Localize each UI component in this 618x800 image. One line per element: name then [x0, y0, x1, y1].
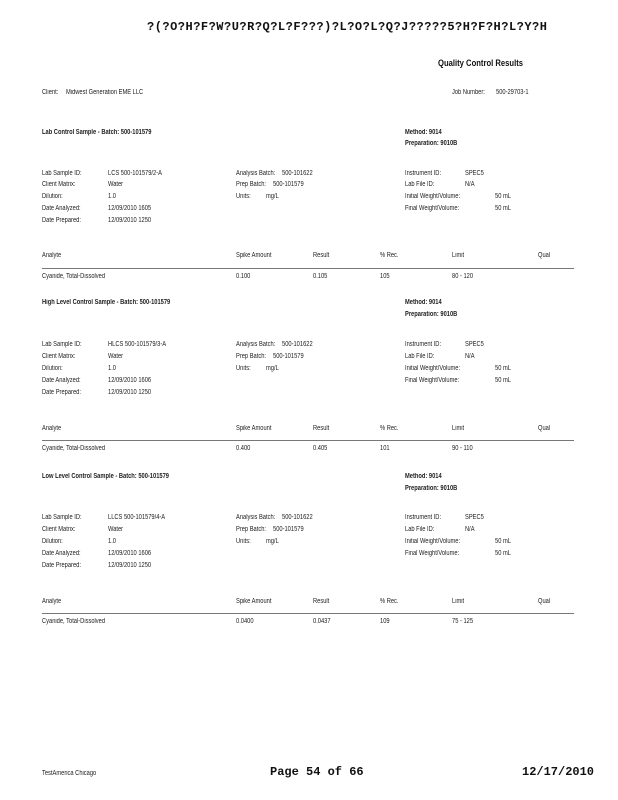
col-spike-amount: Spike Amount	[236, 425, 272, 432]
section-title: High Level Control Sample - Batch: 500-101579	[42, 299, 171, 306]
client-name: Midwest Generation EME LLC	[66, 89, 144, 96]
final-weight-label: Final Weight/Volume:	[405, 377, 460, 384]
initial-weight-label: Initial Weight/Volume:	[405, 365, 461, 372]
col-qual: Qual	[538, 598, 551, 605]
client-matrix: Water	[108, 526, 124, 533]
initial-weight-label: Initial Weight/Volume:	[405, 538, 461, 545]
result: 0.105	[313, 273, 328, 280]
client-matrix-label: Client Matrix:	[42, 526, 76, 533]
prep-batch-label: Prep Batch:	[236, 526, 266, 533]
analyte: Cyanide, Total-Dissolved	[42, 618, 106, 625]
spike-amount: 0.100	[236, 273, 251, 280]
table-rule	[42, 268, 574, 269]
instrument-id: SPEC5	[465, 170, 484, 177]
instrument-id-label: Instrument ID:	[405, 341, 442, 348]
analysis-batch: 500-101622	[282, 514, 313, 521]
instrument-id-label: Instrument ID:	[405, 514, 442, 521]
dilution: 1.0	[108, 538, 116, 545]
date-prepared-label: Date Prepared:	[42, 217, 81, 224]
dilution-label: Dilution:	[42, 365, 63, 372]
result: 0.405	[313, 445, 328, 452]
date-prepared: 12/09/2010 1250	[108, 389, 152, 396]
analysis-batch: 500-101622	[282, 170, 313, 177]
page-number: Page 54 of 66	[270, 765, 364, 779]
preparation: Preparation: 9010B	[405, 311, 458, 318]
limit: 80 - 120	[452, 273, 474, 280]
col-qual: Qual	[538, 425, 551, 432]
date-prepared: 12/09/2010 1250	[108, 217, 152, 224]
col-rec: % Rec.	[380, 252, 399, 259]
lab-file-id-label: Lab File ID:	[405, 353, 435, 360]
lab-sample-id: HLCS 500-101579/3-A	[108, 341, 167, 348]
percent-rec: 109	[380, 618, 390, 625]
initial-weight: 50 mL	[495, 538, 511, 545]
date-analyzed: 12/09/2010 1605	[108, 205, 152, 212]
spike-amount: 0.400	[236, 445, 251, 452]
client-matrix-label: Client Matrix:	[42, 181, 76, 188]
prep-batch: 500-101579	[273, 526, 304, 533]
col-qual: Qual	[538, 252, 551, 259]
col-analyte: Analyte	[42, 252, 62, 259]
date-prepared-label: Date Prepared:	[42, 389, 81, 396]
method: Method: 9014	[405, 129, 442, 136]
col-spike-amount: Spike Amount	[236, 252, 272, 259]
date-prepared: 12/09/2010 1250	[108, 562, 152, 569]
lab-sample-id: LLCS 500-101579/4-A	[108, 514, 166, 521]
instrument-id: SPEC5	[465, 514, 484, 521]
col-result: Result	[313, 598, 330, 605]
dilution: 1.0	[108, 193, 116, 200]
analysis-batch: 500-101622	[282, 341, 313, 348]
units-label: Units:	[236, 538, 251, 545]
table-rule	[42, 613, 574, 614]
result: 0.0437	[313, 618, 331, 625]
percent-rec: 105	[380, 273, 390, 280]
date-prepared-label: Date Prepared:	[42, 562, 81, 569]
date-analyzed: 12/09/2010 1606	[108, 550, 152, 557]
analyte: Cyanide, Total-Dissolved	[42, 273, 106, 280]
lab-file-id-label: Lab File ID:	[405, 526, 435, 533]
limit: 75 - 125	[452, 618, 474, 625]
date-analyzed-label: Date Analyzed:	[42, 205, 81, 212]
lab-file-id: N/A	[465, 181, 475, 188]
lab-name: TestAmerica Chicago	[42, 770, 97, 777]
limit: 90 - 110	[452, 445, 473, 452]
initial-weight: 50 mL	[495, 193, 511, 200]
method: Method: 9014	[405, 299, 442, 306]
spike-amount: 0.0400	[236, 618, 254, 625]
client-matrix: Water	[108, 181, 124, 188]
date-analyzed-label: Date Analyzed:	[42, 377, 81, 384]
client-label: Client:	[42, 89, 59, 96]
col-rec: % Rec.	[380, 425, 399, 432]
prep-batch-label: Prep Batch:	[236, 353, 266, 360]
lab-file-id-label: Lab File ID:	[405, 181, 435, 188]
col-limit: Limit	[452, 598, 465, 605]
units: mg/L	[266, 538, 279, 545]
lab-file-id: N/A	[465, 353, 475, 360]
preparation: Preparation: 9010B	[405, 140, 458, 147]
lab-sample-id: LCS 500-101579/2-A	[108, 170, 162, 177]
col-limit: Limit	[452, 425, 465, 432]
instrument-id: SPEC5	[465, 341, 484, 348]
section-title: Lab Control Sample - Batch: 500-101579	[42, 129, 152, 136]
report-title: Quality Control Results	[438, 58, 524, 68]
client-matrix-label: Client Matrix:	[42, 353, 76, 360]
lab-sample-id-label: Lab Sample ID:	[42, 341, 82, 348]
lab-file-id: N/A	[465, 526, 475, 533]
lab-sample-id-label: Lab Sample ID:	[42, 514, 82, 521]
col-spike-amount: Spike Amount	[236, 598, 272, 605]
final-weight: 50 mL	[495, 550, 511, 557]
col-analyte: Analyte	[42, 425, 62, 432]
dilution: 1.0	[108, 365, 116, 372]
units-label: Units:	[236, 365, 251, 372]
col-result: Result	[313, 425, 330, 432]
final-weight: 50 mL	[495, 205, 511, 212]
job-number: 500-29703-1	[496, 89, 529, 96]
lab-sample-id-label: Lab Sample ID:	[42, 170, 82, 177]
report-date: 12/17/2010	[522, 765, 595, 779]
units: mg/L	[266, 193, 279, 200]
col-result: Result	[313, 252, 330, 259]
col-analyte: Analyte	[42, 598, 62, 605]
job-number-label: Job Number:	[452, 89, 485, 96]
col-rec: % Rec.	[380, 598, 399, 605]
instrument-id-label: Instrument ID:	[405, 170, 442, 177]
final-weight-label: Final Weight/Volume:	[405, 550, 460, 557]
preparation: Preparation: 9010B	[405, 485, 458, 492]
garbled-banner: ?(?O?H?F?W?U?R?Q?L?F???)?L?O?L?Q?J?????5?H?F?H?L?Y?H	[147, 20, 548, 34]
analysis-batch-label: Analysis Batch:	[236, 341, 276, 348]
initial-weight: 50 mL	[495, 365, 511, 372]
percent-rec: 101	[380, 445, 390, 452]
prep-batch: 500-101579	[273, 353, 304, 360]
date-analyzed-label: Date Analyzed:	[42, 550, 81, 557]
units-label: Units:	[236, 193, 251, 200]
client-matrix: Water	[108, 353, 124, 360]
method: Method: 9014	[405, 473, 442, 480]
initial-weight-label: Initial Weight/Volume:	[405, 193, 461, 200]
prep-batch: 500-101579	[273, 181, 304, 188]
analysis-batch-label: Analysis Batch:	[236, 170, 276, 177]
units: mg/L	[266, 365, 279, 372]
prep-batch-label: Prep Batch:	[236, 181, 266, 188]
date-analyzed: 12/09/2010 1606	[108, 377, 152, 384]
dilution-label: Dilution:	[42, 538, 63, 545]
col-limit: Limit	[452, 252, 465, 259]
final-weight: 50 mL	[495, 377, 511, 384]
section-title: Low Level Control Sample - Batch: 500-101579	[42, 473, 169, 480]
table-rule	[42, 440, 574, 441]
analysis-batch-label: Analysis Batch:	[236, 514, 276, 521]
final-weight-label: Final Weight/Volume:	[405, 205, 460, 212]
analyte: Cyanide, Total-Dissolved	[42, 445, 106, 452]
dilution-label: Dilution:	[42, 193, 63, 200]
